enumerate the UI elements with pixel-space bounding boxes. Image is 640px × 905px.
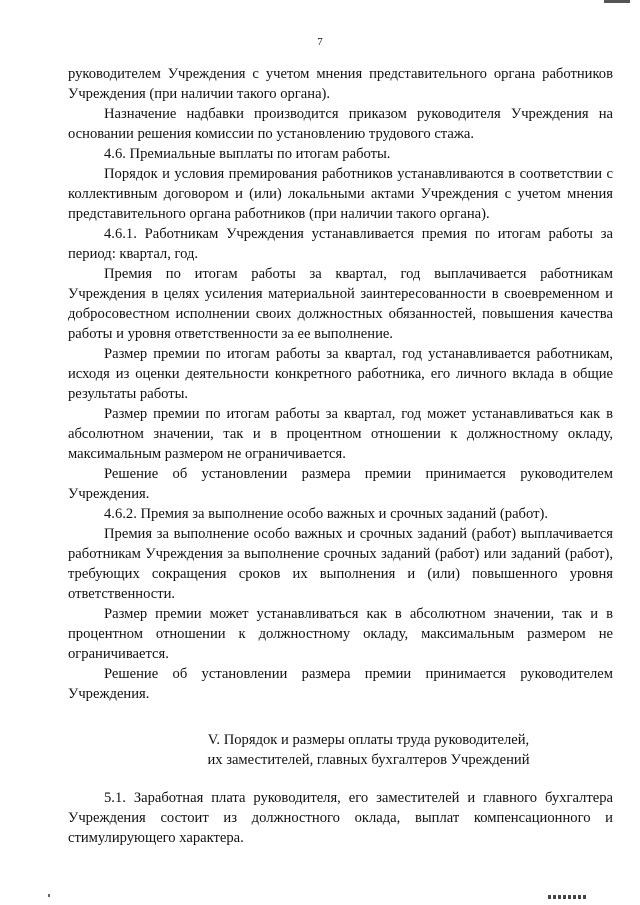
paragraphs-after <box>68 788 613 848</box>
scan-mark-top <box>604 0 630 3</box>
paragraph: Размер премии по итогам работы за квартал, год может устанавливаться как в абсолютном значении, так и в процентном отношении к должностному окладу, максимальным размером не ограничивается. <box>68 406 613 462</box>
paragraph: 4.6.1. Работникам Учреждения устанавливается премия по итогам работы за период: квартал, год. <box>68 226 613 262</box>
paragraph: Размер премии по итогам работы за квартал, год устанавливается работникам, исходя из оценки деятельности конкретного работника, его личного вклада в общие результаты работы. <box>68 346 613 402</box>
paragraph: 4.6. Премиальные выплаты по итогам работы. <box>104 146 391 162</box>
paragraph: Назначение надбавки производится приказом руководителя Учреждения на основании решения комиссии по установлению трудового стажа. <box>68 106 613 142</box>
paragraph: Премия за выполнение особо важных и срочных заданий (работ) выплачивается работникам Учреждения за выполнение срочных заданий (работ) или заданий (работ), требующих сокращения сроков их выполнения и (или) повышенного уровня ответственности. <box>68 526 613 602</box>
page-number: 7 <box>317 36 323 48</box>
paragraph: руководителем Учреждения с учетом мнения представительного органа работников Учреждения (при наличии такого органа). <box>68 66 613 102</box>
document-body <box>68 64 613 848</box>
paragraph: 4.6.2. Премия за выполнение особо важных и срочных заданий (работ). <box>104 506 548 522</box>
section-heading <box>68 730 613 770</box>
paragraph: Решение об установлении размера премии принимается руководителем Учреждения. <box>68 666 613 702</box>
paragraph: Решение об установлении размера премии принимается руководителем Учреждения. <box>68 466 613 502</box>
paragraphs-before <box>68 64 613 704</box>
scan-mark-bottom <box>548 895 586 899</box>
paragraph: Размер премии может устанавливаться как в абсолютном значении, так и в процентном отношении к должностному окладу, максимальным размером не ограничивается. <box>68 606 613 662</box>
section-heading-line-1: V. Порядок и размеры оплаты труда руководителей, <box>207 732 530 748</box>
paragraph: Порядок и условия премирования работников устанавливаются в соответствии с коллективным договором и (или) локальными актами Учреждения с учетом мнения представительного органа работников (при наличии такого органа). <box>68 166 613 222</box>
scan-dot-mark <box>48 894 50 897</box>
section-heading-line-2: их заместителей, главных бухгалтеров Учреждений <box>207 752 530 768</box>
paragraph: 5.1. Заработная плата руководителя, его заместителей и главного бухгалтера Учреждения состоит из должностного оклада, выплат компенсационного и стимулирующего характера. <box>68 790 613 846</box>
paragraph: Премия по итогам работы за квартал, год выплачивается работникам Учреждения в целях усиления материальной заинтересованности в своевременном и добросовестном исполнении своих должностных обязанностей, повышения качества работы и уровня ответственности за ее выполнение. <box>68 266 613 342</box>
